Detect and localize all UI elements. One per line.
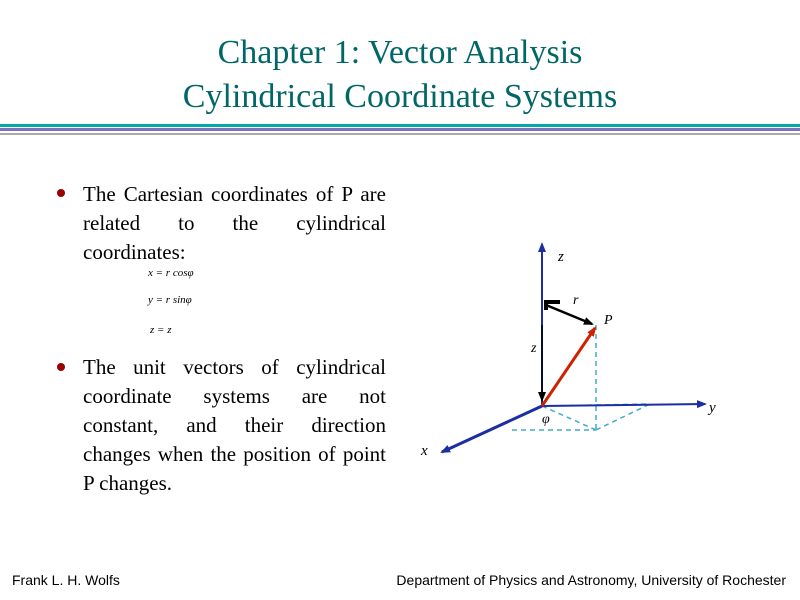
title-divider-gray <box>0 133 800 135</box>
r-arrow <box>546 305 592 324</box>
bullet-2-marker <box>57 363 65 371</box>
equation-z: z = z <box>150 324 172 336</box>
slide-title-line2: Cylindrical Coordinate Systems <box>182 78 618 115</box>
title-divider-purple <box>0 128 800 131</box>
x-axis <box>442 406 542 452</box>
equation-x: x = r cosφ <box>148 267 194 279</box>
bullet-1-marker <box>57 189 65 197</box>
z-height-label: z <box>531 341 537 356</box>
phi-label: φ <box>542 412 550 427</box>
z-axis-label: z <box>558 249 564 265</box>
P-label: P <box>604 313 613 328</box>
y-axis <box>542 404 705 406</box>
slide-title-line1: Chapter 1: Vector Analysis <box>217 34 583 71</box>
y-axis-label: y <box>709 400 716 416</box>
equation-y: y = r sinφ <box>148 294 192 306</box>
footer-department: Department of Physics and Astronomy, University of Rochester <box>396 572 786 588</box>
r-label: r <box>573 293 579 308</box>
title-divider-teal <box>0 124 800 127</box>
bullet-1-text: The Cartesian coordinates of P are related to the cylindrical coordinates: <box>83 182 386 264</box>
footer-author: Frank L. H. Wolfs <box>12 572 120 588</box>
x-axis-label: x <box>421 443 428 459</box>
position-vector-OP <box>542 328 595 406</box>
bullet-2-text: The unit vectors of cylindrical coordinate systems are not constant, and their direction changes when the position of point P changes. <box>83 355 386 495</box>
cylindrical-coordinates-diagram <box>400 230 780 480</box>
